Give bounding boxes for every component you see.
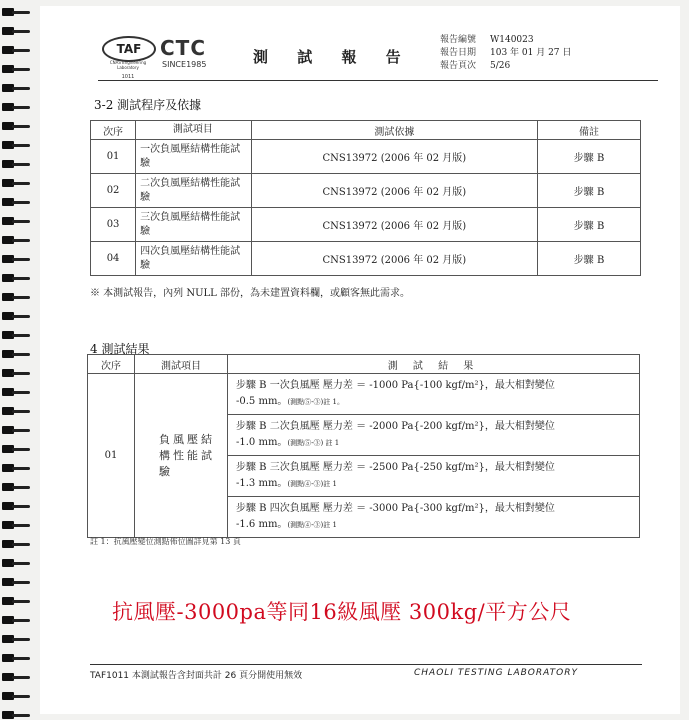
- ctc-logo: CTC: [160, 36, 206, 60]
- table-row: [91, 208, 641, 242]
- binding-ring: [2, 578, 32, 586]
- binding-ring: [2, 255, 32, 263]
- binding-ring: [2, 616, 32, 624]
- spiral-binding: [0, 0, 40, 720]
- result-value: -1.6 mm。: [236, 519, 288, 530]
- result-cell: [228, 374, 640, 415]
- null-footnote: ※ 本測試報告，內列 NULL 部份，為未建置資料欄，或顧客無此需求。: [90, 288, 410, 299]
- binding-ring: [2, 673, 32, 681]
- report-page: [40, 6, 680, 714]
- binding-ring: [2, 46, 32, 54]
- binding-ring: [2, 426, 32, 434]
- result-cell: [228, 415, 640, 456]
- column-header: 備註: [538, 121, 641, 140]
- binding-ring: [2, 27, 32, 35]
- table-row: [88, 374, 640, 415]
- result-line: [236, 476, 638, 492]
- table-row: [91, 174, 641, 208]
- binding-ring: [2, 521, 32, 529]
- meta-key: 報告日期: [440, 48, 477, 58]
- meta-row: [440, 60, 571, 73]
- ctc-since-label: SINCE1985: [162, 60, 207, 69]
- binding-ring: [2, 179, 32, 187]
- binding-ring: [2, 597, 32, 605]
- table-header-row: [88, 355, 640, 374]
- header-divider: [98, 80, 658, 81]
- meta-value: 103 年 01 月 27 日: [490, 48, 572, 58]
- footer-divider: [90, 664, 642, 665]
- section-title-test-procedure: 3-2 測試程序及依據: [94, 98, 202, 112]
- binding-ring: [2, 8, 32, 16]
- binding-ring: [2, 217, 32, 225]
- binding-ring: [2, 84, 32, 92]
- cell-no: 02: [91, 174, 136, 208]
- results-footnote: 註 1：抗風壓變位測點佈位圖詳見第 13 頁: [90, 537, 241, 546]
- table-header-row: [91, 121, 641, 140]
- binding-ring: [2, 122, 32, 130]
- cell-no: 01: [88, 374, 135, 538]
- result-value: -0.5 mm。: [236, 396, 288, 407]
- result-line: [236, 435, 638, 451]
- test-results-table: [87, 354, 640, 538]
- column-header: 次序: [88, 355, 135, 374]
- taf-logo: TAF: [102, 36, 156, 62]
- handwritten-red-annotation: 抗風壓-3000pa等同16級風壓 300kg/平方公尺: [112, 600, 572, 624]
- result-note: (測點⑤-③) 註 1: [287, 439, 340, 447]
- meta-value: 5/26: [490, 61, 511, 71]
- result-line: [236, 517, 638, 533]
- column-header: 測試項目: [136, 121, 251, 140]
- binding-ring: [2, 388, 32, 396]
- binding-ring: [2, 635, 32, 643]
- result-note: (測點⑤-③)註 1。: [287, 398, 344, 406]
- test-procedure-table: [90, 120, 641, 276]
- report-meta: [440, 34, 571, 73]
- taf-logo-number: 1011: [121, 74, 135, 80]
- cell-item: 二次負風壓結構性能試驗: [136, 174, 251, 208]
- binding-ring: [2, 350, 32, 358]
- cell-note: 步驟 B: [538, 242, 641, 276]
- binding-ring: [2, 141, 32, 149]
- binding-ring: [2, 654, 32, 662]
- cell-no: 03: [91, 208, 136, 242]
- cell-note: 步驟 B: [538, 140, 641, 174]
- cell-basis: CNS13972 (2006 年 02 月版): [251, 242, 538, 276]
- result-line: 步驟 B 三次負風壓 壓力差 ＝ -2500 Pa{-250 kgf/m²}，最大相對變位: [236, 462, 555, 473]
- binding-ring: [2, 65, 32, 73]
- taf-logo-subtitle: CNAS Engineering Laboratory: [109, 60, 147, 70]
- result-note: (測點④-③)註 1: [287, 521, 337, 529]
- result-value: -1.3 mm。: [236, 478, 288, 489]
- cell-item: 負風壓結構性能試驗: [135, 374, 228, 538]
- table-row: [91, 242, 641, 276]
- binding-ring: [2, 711, 32, 719]
- cell-basis: CNS13972 (2006 年 02 月版): [251, 174, 538, 208]
- result-cell: [228, 497, 640, 538]
- binding-ring: [2, 540, 32, 548]
- result-line: 步驟 B 四次負風壓 壓力差 ＝ -3000 Pa{-300 kgf/m²}，最大相對變位: [236, 503, 555, 514]
- result-value: -1.0 mm。: [236, 437, 288, 448]
- cell-basis: CNS13972 (2006 年 02 月版): [251, 208, 538, 242]
- footer-lab-name: CHAOLI TESTING LABORATORY: [414, 668, 578, 678]
- document-title: 測 試 報 告: [253, 48, 413, 66]
- binding-ring: [2, 160, 32, 168]
- binding-ring: [2, 502, 32, 510]
- result-line: [236, 394, 638, 410]
- meta-row: [440, 47, 571, 60]
- binding-ring: [2, 312, 32, 320]
- cell-no: 01: [91, 140, 136, 174]
- cell-note: 步驟 B: [538, 208, 641, 242]
- result-cell: [228, 456, 640, 497]
- footer-left-text: TAF1011 本測試報告含封面共計 26 頁分開使用無效: [90, 671, 303, 681]
- cell-item: 一次負風壓結構性能試驗: [136, 140, 251, 174]
- binding-ring: [2, 445, 32, 453]
- meta-value: W140023: [490, 35, 534, 45]
- binding-ring: [2, 692, 32, 700]
- cell-no: 04: [91, 242, 136, 276]
- binding-ring: [2, 464, 32, 472]
- result-note: (測點④-③)註 1: [287, 480, 337, 488]
- meta-key: 報告編號: [440, 35, 477, 45]
- binding-ring: [2, 407, 32, 415]
- binding-ring: [2, 331, 32, 339]
- column-header: 測試項目: [135, 355, 228, 374]
- cell-item: 四次負風壓結構性能試驗: [136, 242, 251, 276]
- table-row: [91, 140, 641, 174]
- meta-row: [440, 34, 571, 47]
- binding-ring: [2, 274, 32, 282]
- binding-ring: [2, 559, 32, 567]
- binding-ring: [2, 483, 32, 491]
- binding-ring: [2, 369, 32, 377]
- page-header: [40, 6, 680, 80]
- cell-note: 步驟 B: [538, 174, 641, 208]
- result-line: 步驟 B 一次負風壓 壓力差 ＝ -1000 Pa{-100 kgf/m²}，最大相對變位: [236, 380, 555, 391]
- meta-key: 報告頁次: [440, 61, 477, 71]
- binding-ring: [2, 103, 32, 111]
- column-header: 測試依據: [251, 121, 538, 140]
- result-line: 步驟 B 二次負風壓 壓力差 ＝ -2000 Pa{-200 kgf/m²}，最大相對變位: [236, 421, 555, 432]
- column-header: 測 試 結 果: [228, 355, 640, 374]
- binding-ring: [2, 293, 32, 301]
- binding-ring: [2, 198, 32, 206]
- cell-basis: CNS13972 (2006 年 02 月版): [251, 140, 538, 174]
- binding-ring: [2, 236, 32, 244]
- cell-item: 三次負風壓結構性能試驗: [136, 208, 251, 242]
- column-header: 次序: [91, 121, 136, 140]
- section-title-test-results: 4 測試結果: [90, 342, 150, 356]
